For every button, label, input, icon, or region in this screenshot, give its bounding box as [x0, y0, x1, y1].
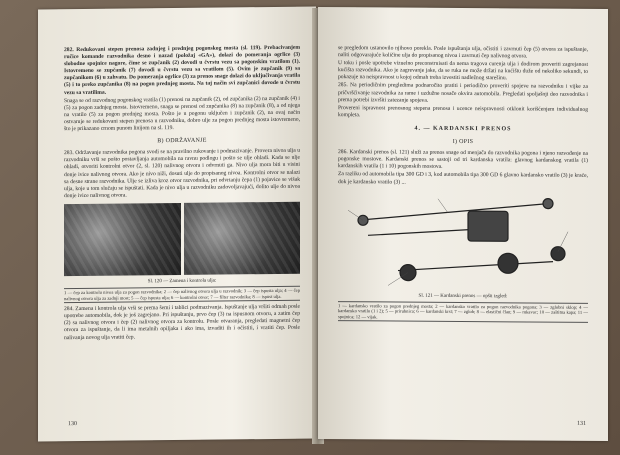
paragraph-282b: Snaga se od razvodnog pogonskog vratila (1) prenosi na zupčanik (2), od zupčanika (2) na zupčanik (4) i (5) za pogon zadnjeg mosta. Istovremeno, snaga se prenosi od zupčanika (8) na zupčanik (8), a od njega na vratilo (5) za pogon prednjeg mosta. Pošto je u pogonu uključen i zupčanik (2), na ovaj način ostvaruje se redukovani stepen prenosa u razvodniku, dobro ulje za pogon prednjeg mosta istovremeno, što je prikazano crnom punom linijom na sl. 119. [64, 95, 300, 133]
engine-photo-right [184, 202, 301, 275]
paragraph-282: 282. Redukovani stepen prenosa zadnjeg i prednjeg pogonskog mosta (sl. 119). Prebacivanjem ručice komande razvodnika desno i nazad (položaj «GA»), dolazi do pomeranja ogrlice (3) slobodne spojnice nagore, čime se zupčanik (2) dovodi u čvrstu vezu sa pogonskim vratilom (1). Istovremeno se zupčanik (7) dovodi u čvrstu vezu sa vratilom (5). Ovim je zupčanik (9) sa zupčanikom (6) u zahvatu. Do pomeranja ogrlice (3) za prenos snage dolazi do uključivanja vratila (5) i to preko zupčanika (8) na pogon prednjeg mosta. Na taj način svi zupčanici dovode u čvrstu vezu sa vratilima. [64, 44, 300, 96]
book-spread [38, 8, 610, 448]
right-text-column [338, 45, 588, 326]
figure-121-caption: Sl. 121 — Kardanski prenos — opšti izgled: [418, 293, 508, 299]
engine-photo-left [64, 203, 181, 276]
chapter-title: 4. — KARDANSKI PRENOS [414, 125, 512, 133]
paragraph-intro: se pregledom ustanovilo njihovo porekla. Posle ispuštanja ulja, očistiti i zavrnuti čep (5) otvora za ispuštanje, naliti odgovarajuće količine ulja do propisanog nivoa i zavrnuti čep nalivnog otvora. [338, 45, 588, 60]
driveshaft-diagram [338, 190, 588, 292]
figure-121-legend: 1 — kardansko vratilo za pogon prednjeg mosta; 2 — kardansko vratilo za pogon razvodnika pogona; 3 — zglobni sklop; 4 — kardansko vratilo (1 i 2); 5 — prirubnica; 6 — kardanski krst; 7 — zglob; 8 — elastični član; 9 — rukavac; 10 — zaštitna kapa; 11 — spojnica; 12 — vijak. [338, 301, 588, 324]
paragraph-286: 286. Kardanski prenos (sl. 121) služi za prenos snage od menjača do razvodnika pogona i njeno razvođenje na pogonske mostove. Kardanski prenos se sastoji od tri kardanska vratila: glavnog kardanskog vratila (1) kardanskih vratila (1 i 10) pogonskih mostova. [338, 149, 588, 171]
figure-121-diagram [338, 190, 588, 292]
right-page-number: 131 [577, 420, 586, 427]
left-text-column [64, 45, 300, 343]
right-page [318, 7, 608, 441]
section-title: B) ODRŽAVANJE [157, 137, 207, 145]
figure-120-caption: Sl. 120 — Zamena i kontrola ulja: [147, 278, 217, 285]
left-page [38, 7, 316, 442]
paragraph-284: 284. Zamena i kontrola ulja vrši se prema šemi i tablici podmazivanja. Ispuštanje ulja vršiti odmah posle upotrebe automobila, dok je još zagrejano. Pri ispuštanju, prvo čep (3) na ispusnom otvoru, a zatim čep (2) sa nalivnog otvora i čep (2) nalivnog otvora za kontrolu. Posle otvaranja, pregledati magnetni čep otvora za ispuštanje, da li ima metalnih opiljaka i ako ima, izvaditi ih i očistiti, i vratiti čep. Posle nalivanja novog ulja vratiti čep. [64, 303, 300, 341]
paragraph-286b: Za razliku od automobila tipa 300 GD i 3, kod automobila tipa 300 GD 6 glavno kardansko vratilo (3) je kraće, dok je kardansko vratilo (3) ... [338, 171, 588, 186]
paragraph-285b: Provereni ispravnost prenosnog stepena prenosa i ucence neispravnosti otklonit korišćenjem individualnog kompleta. [338, 104, 588, 119]
figure-120-photo [64, 202, 300, 276]
left-page-number: 130 [68, 421, 77, 428]
paragraph-283: 283. Održavanje razvodnika pogona svodi se na pravilno rukovanje i podmazivanje. Provera nivoa ulja u razvodniku vrši se pošto postavljanja automobila na ravnu podlogu i pošto se ulje ohladi. Kada se ulje ohladi, otvoriti kontrolni otvor (2, sl. 120) nalivnog otvora i odvrnuti ga. Nivo ulja mora biti u visini donje ivice nalivnog otvora. Ako je nivo niži, dosuti ulje do propisanog nivoa. Kontrolni otvor se nalazi sa desne strane razvodnika. Ulje se izliva kroz otvor razvodnika, pri odvrtanju čepa (1) pojavice se višak ulja, koje u tom slučaju se ispuštati. Kada je nivo ulja u razvodniku zadovoljavajući, dolito ulje do nivoa donje ivice nalivnog otvora. [64, 147, 300, 199]
subsection-title: I) OPIS [452, 138, 474, 146]
figure-120-legend: 1 — čep za kontrolu nivoa ulja za pogon razvodnika; 2 — čep nalivnog otvora ulja u razvodnik; 3 — čep ispusta ulja; 4 — čep nalivnog otvora ulja za zadnji most; 5 — čep ispusta ulja; 6 — kontrolni otvor; 7 — filter razvodnika; 8 — ispust ulja. [64, 286, 300, 304]
paragraph-285: 285. Na periodičnim pregledima podnaročito pratiti i periodično proveriti spojeve na razvodniku i vijke za pričvršćivanje razvodnika za rame i uzdužne nosače okvira automobila. Pregledati spoljašnji deo razvodnika i prema potrebi izvršiti zatezanje spojeva. [338, 82, 588, 104]
paragraph-intro2: U toku i posle upotrebe vizuelno preconstruisati da nema tragova curenja ulja i dodirom proveriti zagrejanost kućišta razvodnika. Ako je zagrevanje jake, da se ruka ne može držati na kućištu duže od nekoliko sekundi, to pokazuje na neispravnost u kojoj odmah treba izvestiti nadležnog starešinu. [338, 60, 588, 82]
